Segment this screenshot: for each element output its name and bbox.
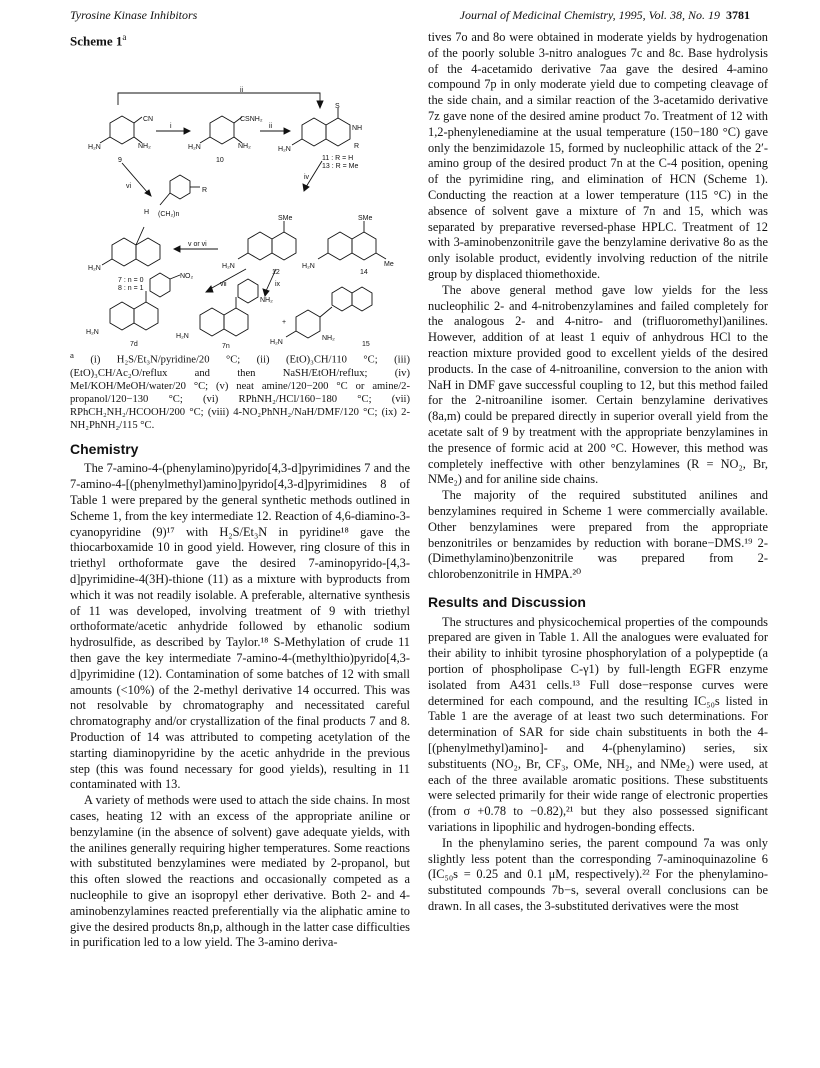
paragraph-right-3: The majority of the required substituted anilines and benzylamines required in Scheme 1 were commercially available. Other benzylamines were prepared from the appropriate benzonitriles or benzamides by reduction with borane−DMS.¹⁹ 2-(Dimethylamino)benzonitrile was prepared from 2-chlorobenzonitrile in HMPA.²⁰	[428, 488, 768, 582]
label-nh2-7n-text: NH	[260, 297, 271, 305]
label-12: 12	[272, 269, 280, 277]
scheme-footnote-text: (i) H₂S/Et₃N/pyridine/20 °C; (ii) (EtO)₃CH/110 °C; (iii) (EtO)₃CH/Ac₂O/reflux and then NaSH/EtOH/reflux; (iv) MeI/KOH/MeOH/water/20 °C; (v) neat amine/120−200 °C or amine/2-propanol/120−130 °C; (vi) RPhNH₂/HCl/160−180 °C; (vii) RPhCH₂NH₂/HCOOH/200 °C; (viii) 4-NO₂PhNH₂/NaH/DMF/120 °C; (ix) 2-NH₂PhNH₂/115 °C.	[70, 354, 410, 431]
label-h2n-7d: H₂N	[86, 329, 99, 337]
paragraph-results-2: In the phenylamino series, the parent compound 7a was only slightly less potent than the corresponding 7-aminoquinazoline 6 (IC₅₀s = 0.25 and 0.1 μM, respectively).²² For the phenylamino-substituted compounds 7b−s, several overall conclusions can be drawn. In all cases, the 3-substituted derivatives were the most	[428, 835, 768, 914]
scheme-title-text: Scheme 1	[70, 33, 123, 49]
label-9: 9	[118, 157, 122, 165]
label-7n: 7n	[222, 343, 230, 351]
label-r: R	[354, 143, 360, 151]
label-plus: +	[282, 319, 287, 327]
label-h2n-10: H₂N	[188, 144, 201, 152]
running-head-journal	[460, 8, 750, 23]
label-ch2n-text: (CH	[158, 211, 171, 219]
label-h2n-7d-text: H	[86, 329, 92, 337]
label-11: 11 : R = H	[322, 155, 354, 163]
label-cn: CN	[143, 116, 154, 124]
label-sme-12: SMe	[278, 215, 293, 223]
paragraph-chemistry-1: The 7-amino-4-(phenylamino)pyrido[4,3-d]pyrimidines 7 and the 7-amino-4-[(phenylmethyl)amino]pyrido[4,3-d]pyrimidines 8 of Table 1 were prepared by the general synthetic methods outlined in Scheme 1, from the key intermediate 12. Reaction of 4,6-diamino-3-cyanopyridine (9)¹⁷ with H₂S/Et₃N in pyridine¹⁸ gave the thiocarboxamide 10 in good yield. However, ring closure of this in triethyl orthoformate gave the desired 7-aminopyrido-[4,3-d]pyrimidine-4(3H)-thione (11) as a mixture with byproducts from which it was not readily isolable. A preferable, alternative synthesis of 11 was developed, involving treatment of 9 with triethyl orthoformate/acetic anhydride followed by ethanolic sodium hydrosulfide, as described by Taylor.¹⁸ S-Methylation of crude 11 then gave the key intermediate 7-amino-4-(methylthio)pyrido[4,3-d]pyrimidine (12). Contamination of some batches of 12 with small amounts (<10%) of the 2-methyl derivative 14 occurred. This was not resolvable by chromatography and necessitated careful chromatography and/or crystallization of the final products 7 and 8. Production of 14 was attributed to competing acetylation of the starting diaminopyridine by the acetic anhydride in the previous step (this was found necessary for good yields), resulting in 11 contaminated with 13.	[70, 461, 410, 792]
label-h2n-9-text: H	[88, 144, 94, 152]
label-h2n-15: H₂N	[270, 339, 283, 347]
paragraph-results-1: The structures and physicochemical properties of the compounds prepared are given in Table 1. All the analogues were evaluated for their ability to inhibit tyrosine phosphorylation of a polypeptide (a portion of phospholipase C-γ1) by full-length EGFR enzyme isolated from A431 cells.¹³ Full dose−response curves were determined for each compound, and the resulting IC₅₀s listed in Table 1 are the average of at least two such determinations. For determination of SAR for side chain substituents in both the 4-[(phenylmethyl)amino]- and 4-(phenylamino) series, six substituents (NO₂, Br, CF₃, OMe, NH₂, and NMe₂) were used, at each of the three available aromatic positions. These substituents were selected primarily for their wide range of electronic properties (from σ +0.78 to −0.82),²¹ but they also possessed significant variations in lipophilic and hydrogen-bonding effects.	[428, 614, 768, 835]
label-step-iv: iv	[304, 174, 310, 182]
label-step-v-vi: v or vi	[188, 241, 207, 249]
label-h2n-7-8-text: H	[88, 265, 94, 273]
structure-9	[100, 116, 142, 144]
label-sme-14: SMe	[358, 215, 373, 223]
label-7-n0: 7 : n = 0	[118, 277, 144, 285]
label-nh2-15: NH₂	[322, 335, 335, 343]
label-nh2-10: NH₂	[238, 143, 251, 151]
label-h2n-7n: H₂N	[176, 333, 189, 341]
label-h2n-15-text: H	[270, 339, 276, 347]
label-step-ix: ix	[275, 281, 281, 289]
right-column	[428, 30, 768, 915]
label-h2n-7n-text: H	[176, 333, 182, 341]
label-8-n1: 8 : n = 1	[118, 285, 144, 293]
label-step-vi: vi	[126, 183, 132, 191]
section-heading-results: Results and Discussion	[428, 593, 586, 610]
label-nh2-7n: NH₂	[260, 297, 273, 305]
label-15: 15	[362, 341, 370, 349]
label-h2n-12-text: H	[222, 263, 228, 271]
running-head	[70, 8, 750, 28]
arrow-ii-top	[118, 93, 320, 105]
journal-citation: Journal of Medicinal Chemistry, 1995, Vol. 38, No. 19	[459, 8, 720, 22]
label-7d: 7d	[130, 341, 138, 349]
label-no2-text: NO	[180, 273, 191, 281]
running-head-title: Tyrosine Kinase Inhibitors	[70, 8, 198, 22]
label-h2n-9: H₂N	[88, 144, 101, 152]
label-h2n-11: H₂N	[278, 146, 291, 154]
label-step-vii: vii	[220, 281, 227, 289]
label-no2: NO₂	[180, 273, 194, 281]
label-s: S	[335, 103, 340, 111]
label-h2n-11-text: H	[278, 146, 284, 154]
label-nh: NH	[352, 125, 363, 133]
arrowhead-ii-top	[317, 101, 323, 108]
paragraph-chemistry-2: A variety of methods were used to attach the side chains. In most cases, heating 12 with an excess of the appropriate aniline or benzylamine (in the absence of solvent) gave adequate yields, with the anilines generally requiring higher temperatures. Some reactions with substituted benzylamines were mediated by 2-propanol, but this often slowed the reactions and occasionally competed as a nucleophile to give an isopropyl ether derivative. Both 2- and 4-aminobenzylamines reacted preferentially via the aliphatic amine to give the desired products 8n,p, although in the latter case difficulties in purification led to a low yield. The 3-amino deriva-	[70, 793, 410, 950]
scheme-footnote: $^a$ (i) H₂S/Et₃N/pyridine/20 °C; (ii) (EtO)₃CH/110 °C; (iii) (EtO)₃CH/Ac₂O/reflux and then NaSH/EtOH/reflux; (iv) MeI/KOH/MeOH/water/20 °C; (v) neat amine/120−200 °C or amine/2-propanol/120−130 °C; (vi) RPhNH₂/HCl/160−180 °C; (vii) RPhCH₂NH₂/HCOOH/200 °C; (viii) 4-NO₂PhNH₂/NaH/DMF/120 °C; (ix) 2-NH₂PhNH₂/115 °C.	[70, 350, 410, 431]
label-13: 13 : R = Me	[322, 163, 359, 171]
arrowhead-v-or-vi	[174, 246, 180, 252]
label-h2n-7-8: H₂N	[88, 265, 101, 273]
label-nh2-9-text: NH	[138, 143, 149, 151]
label-h2n-12: H₂N	[222, 263, 235, 271]
label-h2n-14-text: H	[302, 263, 308, 271]
label-nh2-15-text: NH	[322, 335, 333, 343]
arrowhead-i	[184, 128, 190, 134]
page-number: 3781	[726, 8, 750, 22]
scheme-title-sup: a	[122, 32, 127, 42]
reaction-scheme	[70, 53, 410, 351]
label-r-side: R	[202, 187, 208, 195]
structure-side-chain-amine	[160, 175, 200, 205]
structure-7n	[200, 279, 258, 336]
structure-10	[200, 116, 242, 144]
paragraph-right-2: The above general method gave low yields for the less nucleophilic 2- and 4-nitrobenzylamines and failed completely for the analogous 2- and 4-nitro- and (trifluoromethyl)anilines. However, addition of at least 1 equiv of anhydrous HCl to the reaction mixture provided good to excellent yields of the desired products. In the case of 4-nitroaniline, conversion to the anion with NaH in DMF gave successful coupling to 12, but this method failed for the 2-nitroaniline isomer. Certain benzylamine derivatives (8a,m) could be prepared directly in superior overall yield from the acetate salt of 9 by treatment with the appropriate benzylamines in the presence of formic acid at 200 °C. However, this method was completely ineffective with other benzylamines (R = NO₂, Br, NMe₂) and for aniline side chains.	[428, 282, 768, 487]
left-column	[70, 30, 410, 951]
label-ch2n: (CH₂)n	[158, 211, 180, 219]
section-heading-chemistry: Chemistry	[70, 440, 139, 457]
label-me: Me	[384, 261, 394, 269]
label-h2n-14: H₂N	[302, 263, 315, 271]
structure-7-8	[102, 227, 160, 266]
label-h2n-10-text: H	[188, 144, 194, 152]
structure-11-13	[292, 108, 350, 146]
label-csnh2: CSNH₂	[240, 116, 263, 124]
label-side-h: H	[144, 209, 150, 217]
label-step-i: i	[170, 123, 172, 131]
label-nh2-9: NH₂	[138, 143, 151, 151]
arrowhead-ii	[284, 128, 290, 134]
paragraph-right-1: tives 7o and 8o were obtained in moderate yields by hydrogenation of the poorly soluble 3-nitro analogues 7c and 8c. Base hydrolysis of the 4-acetamido derivative 7aa gave the desired 4-amino compound 7p in only moderate yield due to competing cleavage of the side chain, and a similar reaction of the 3-acetamido derivative 7z gave none of the desired amine product 7o. Treatment of 12 with 1,2-phenylenediamine at the usual temperature (150−180 °C) gave only the benzimidazole 15, formed by nucleophilic attack of the 2′-amino group of the desired product 7n at the C-4 position, opening of the pyrimidine ring, and elimination of HCN (Scheme 1). Conducting the reaction at a lower temperature (115 °C) in the absence of solvent gave a mixture of 7n and 15, which was separated by preparative reversed-phase HPLC. Treatment of 12 with 3-aminobenzonitrile gave the benzylamine derivative 8o as the only isolable product, evidently involving reduction of the nitrile group by displaced thiomethoxide.	[428, 30, 768, 281]
structure-12	[238, 221, 296, 260]
label-nh2-10-text: NH	[238, 143, 249, 151]
label-14: 14	[360, 269, 368, 277]
structure-14	[318, 221, 386, 260]
label-10: 10	[216, 157, 224, 165]
scheme-title	[70, 30, 410, 49]
label-step-ii-top: ii	[240, 87, 244, 95]
arrowhead-vii	[206, 286, 213, 292]
label-csnh2-text: CSNH	[240, 116, 260, 124]
label-step-ii: ii	[269, 123, 273, 131]
